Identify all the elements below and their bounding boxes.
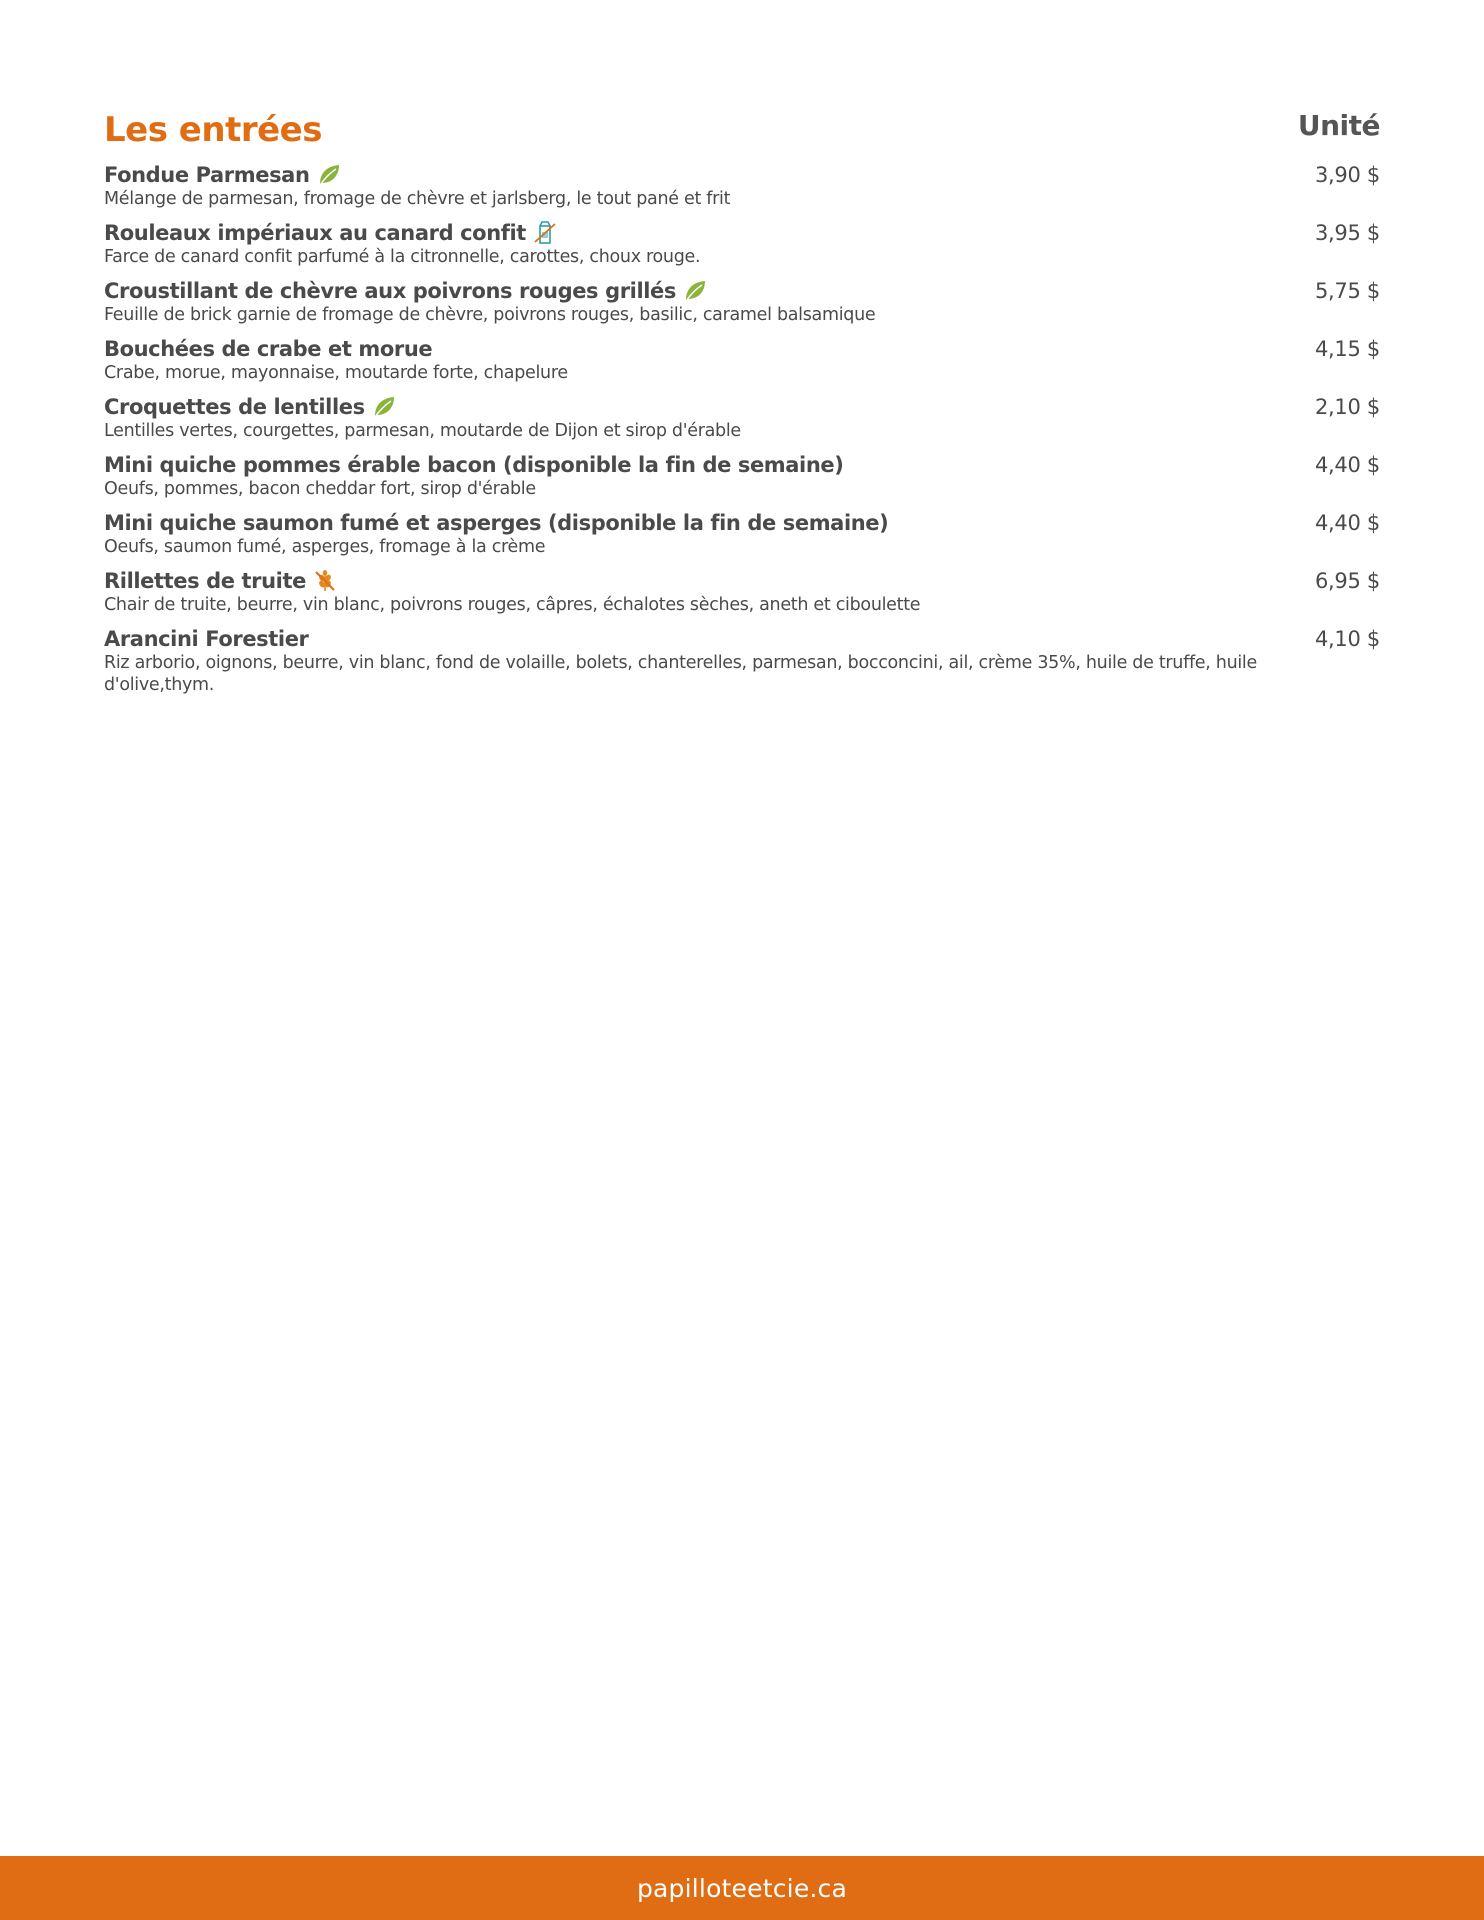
item-price: 6,95 $: [1315, 569, 1380, 593]
menu-item: [104, 278, 1380, 326]
item-name: Croustillant de chèvre aux poivrons rouges grillés: [104, 279, 676, 303]
item-name: Arancini Forestier: [104, 627, 309, 651]
section-header: [104, 108, 1380, 162]
menu-item: [104, 626, 1380, 696]
item-price: 4,40 $: [1315, 511, 1380, 535]
item-price: 4,40 $: [1315, 453, 1380, 477]
item-description: Crabe, morue, mayonnaise, moutarde forte, chapelure: [104, 363, 568, 383]
no-dairy-icon: [532, 220, 558, 246]
leaf-icon: [316, 162, 342, 188]
item-price: 4,10 $: [1315, 627, 1380, 651]
item-name: Rillettes de truite: [104, 569, 306, 593]
menu-item: [104, 452, 1380, 500]
no-gluten-icon: [312, 568, 338, 594]
footer-website-link[interactable]: papilloteetcie.ca: [636, 1873, 848, 1903]
item-description: Chair de truite, beurre, vin blanc, poivrons rouges, câpres, échalotes sèches, aneth et ciboulette: [104, 595, 921, 615]
menu-item: [104, 568, 1380, 616]
item-description: Oeufs, saumon fumé, asperges, fromage à la crème: [104, 537, 546, 557]
item-name: Croquettes de lentilles: [104, 395, 365, 419]
item-description: Riz arborio, oignons, beurre, vin blanc, fond de volaille, bolets, chanterelles, parmesan, bocconcini, ail, crème 35%, huile de truffe, huile d'olive,thym.: [104, 653, 1257, 695]
menu-item: [104, 336, 1380, 384]
item-price: 5,75 $: [1315, 279, 1380, 303]
leaf-icon: [371, 394, 397, 420]
item-description: Lentilles vertes, courgettes, parmesan, moutarde de Dijon et sirop d'érable: [104, 421, 741, 441]
item-description: Mélange de parmesan, fromage de chèvre et jarlsberg, le tout pané et frit: [104, 189, 731, 209]
item-price: 4,15 $: [1315, 337, 1380, 361]
unit-column-header: Unité: [1297, 109, 1380, 142]
section-title: Les entrées: [104, 110, 322, 150]
menu-item: [104, 394, 1380, 442]
item-price: 3,90 $: [1315, 163, 1380, 187]
menu-page: [104, 108, 1380, 706]
item-description: Feuille de brick garnie de fromage de chèvre, poivrons rouges, basilic, caramel balsamique: [104, 305, 876, 325]
item-name: Mini quiche pommes érable bacon (disponible la fin de semaine): [104, 453, 844, 477]
item-name: Rouleaux impériaux au canard confit: [104, 221, 526, 245]
menu-item: [104, 220, 1380, 268]
item-description: Oeufs, pommes, bacon cheddar fort, sirop d'érable: [104, 479, 536, 499]
item-name: Fondue Parmesan: [104, 163, 310, 187]
item-name: Bouchées de crabe et morue: [104, 337, 433, 361]
item-price: 3,95 $: [1315, 221, 1380, 245]
menu-item: [104, 162, 1380, 210]
item-description: Farce de canard confit parfumé à la citronnelle, carottes, choux rouge.: [104, 247, 701, 267]
item-price: 2,10 $: [1315, 395, 1380, 419]
footer-bar: [0, 1856, 1484, 1920]
menu-item: [104, 510, 1380, 558]
menu-items-list: [104, 162, 1380, 696]
item-name: Mini quiche saumon fumé et asperges (disponible la fin de semaine): [104, 511, 889, 535]
leaf-icon: [682, 278, 708, 304]
